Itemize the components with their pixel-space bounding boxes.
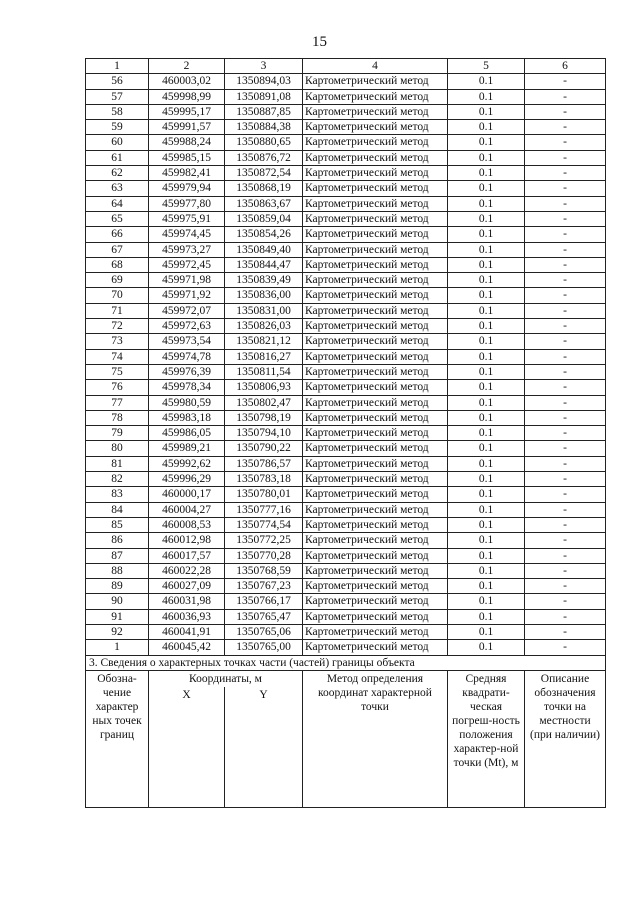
table-row	[86, 533, 606, 548]
table-row	[86, 181, 606, 196]
description-cell: -	[525, 548, 606, 563]
x-coordinate: 459986,05	[149, 426, 225, 441]
point-number: 64	[86, 196, 149, 211]
table-row	[86, 150, 606, 165]
description-cell: -	[525, 166, 606, 181]
description-cell: -	[525, 594, 606, 609]
x-coordinate: 459971,92	[149, 288, 225, 303]
y-coordinate: 1350774,54	[225, 517, 303, 532]
point-number: 77	[86, 395, 149, 410]
method-cell: Картометрический метод	[303, 395, 448, 410]
point-number: 82	[86, 472, 149, 487]
point-number: 73	[86, 334, 149, 349]
mt-cell: 0.1	[448, 380, 525, 395]
method-cell: Картометрический метод	[303, 426, 448, 441]
point-number: 62	[86, 166, 149, 181]
mt-cell: 0.1	[448, 624, 525, 639]
method-cell: Картометрический метод	[303, 104, 448, 119]
method-cell: Картометрический метод	[303, 196, 448, 211]
method-cell: Картометрический метод	[303, 640, 448, 655]
table-row	[86, 364, 606, 379]
coordinates-table	[85, 58, 606, 808]
mt-cell: 0.1	[448, 227, 525, 242]
x-coordinate: 459975,91	[149, 211, 225, 226]
y-coordinate: 1350765,06	[225, 624, 303, 639]
description-cell: -	[525, 120, 606, 135]
method-cell: Картометрический метод	[303, 319, 448, 334]
description-cell: -	[525, 104, 606, 119]
y-coordinate: 1350806,93	[225, 380, 303, 395]
y-coordinate: 1350802,47	[225, 395, 303, 410]
mt-cell: 0.1	[448, 487, 525, 502]
table-row	[86, 426, 606, 441]
y-coordinate: 1350821,12	[225, 334, 303, 349]
mt-cell: 0.1	[448, 533, 525, 548]
point-number: 63	[86, 181, 149, 196]
mt-cell: 0.1	[448, 242, 525, 257]
point-number: 72	[86, 319, 149, 334]
table-row	[86, 502, 606, 517]
y-coordinate: 1350780,01	[225, 487, 303, 502]
point-number: 86	[86, 533, 149, 548]
description-cell: -	[525, 364, 606, 379]
method-cell: Картометрический метод	[303, 624, 448, 639]
section-title-row	[86, 655, 606, 670]
table-row	[86, 104, 606, 119]
table-row	[86, 273, 606, 288]
mt-cell: 0.1	[448, 89, 525, 104]
y-coordinate: 1350831,00	[225, 303, 303, 318]
method-cell: Картометрический метод	[303, 579, 448, 594]
description-cell: -	[525, 456, 606, 471]
point-number: 1	[86, 640, 149, 655]
description-cell: -	[525, 609, 606, 624]
page-number: 15	[312, 34, 327, 50]
y-coordinate: 1350887,85	[225, 104, 303, 119]
method-cell: Картометрический метод	[303, 135, 448, 150]
mt-cell: 0.1	[448, 594, 525, 609]
table-row	[86, 120, 606, 135]
x-coordinate: 459972,07	[149, 303, 225, 318]
y-coordinate: 1350872,54	[225, 166, 303, 181]
description-cell: -	[525, 135, 606, 150]
point-number: 65	[86, 211, 149, 226]
description-cell: -	[525, 150, 606, 165]
point-number: 60	[86, 135, 149, 150]
method-cell: Картометрический метод	[303, 364, 448, 379]
description-cell: -	[525, 472, 606, 487]
section3-header-row	[86, 670, 606, 687]
method-cell: Картометрический метод	[303, 441, 448, 456]
x-coordinate: 460031,98	[149, 594, 225, 609]
method-cell: Картометрический метод	[303, 349, 448, 364]
description-cell: -	[525, 380, 606, 395]
method-cell: Картометрический метод	[303, 257, 448, 272]
y-coordinate: 1350884,38	[225, 120, 303, 135]
x-coordinate: 460036,93	[149, 609, 225, 624]
y-header: Y	[225, 687, 303, 808]
x-coordinate: 459989,21	[149, 441, 225, 456]
y-coordinate: 1350891,08	[225, 89, 303, 104]
mt-cell: 0.1	[448, 181, 525, 196]
method-cell: Картометрический метод	[303, 166, 448, 181]
point-number: 85	[86, 517, 149, 532]
table-row	[86, 349, 606, 364]
x-coordinate: 460004,27	[149, 502, 225, 517]
y-coordinate: 1350768,59	[225, 563, 303, 578]
point-number: 84	[86, 502, 149, 517]
description-cell: -	[525, 273, 606, 288]
x-coordinate: 459976,39	[149, 364, 225, 379]
y-coordinate: 1350794,10	[225, 426, 303, 441]
y-coordinate: 1350770,28	[225, 548, 303, 563]
table-row	[86, 517, 606, 532]
table-row	[86, 89, 606, 104]
x-coordinate: 459974,78	[149, 349, 225, 364]
point-number: 87	[86, 548, 149, 563]
x-coordinate: 459980,59	[149, 395, 225, 410]
point-number: 83	[86, 487, 149, 502]
point-number: 67	[86, 242, 149, 257]
y-coordinate: 1350783,18	[225, 472, 303, 487]
point-number: 59	[86, 120, 149, 135]
method-cell: Картометрический метод	[303, 120, 448, 135]
x-coordinate: 460027,09	[149, 579, 225, 594]
y-coordinate: 1350854,26	[225, 227, 303, 242]
x-coordinate: 459971,98	[149, 273, 225, 288]
description-cell: -	[525, 624, 606, 639]
mt-cell: 0.1	[448, 104, 525, 119]
mt-cell: 0.1	[448, 548, 525, 563]
y-coordinate: 1350777,16	[225, 502, 303, 517]
table-row	[86, 303, 606, 318]
method-cell: Картометрический метод	[303, 150, 448, 165]
x-header: X	[149, 687, 225, 808]
point-number: 69	[86, 273, 149, 288]
mt-cell: 0.1	[448, 135, 525, 150]
x-coordinate: 459983,18	[149, 410, 225, 425]
mt-cell: 0.1	[448, 517, 525, 532]
method-cell: Картометрический метод	[303, 211, 448, 226]
x-coordinate: 459995,17	[149, 104, 225, 119]
mt-cell: 0.1	[448, 303, 525, 318]
description-cell: -	[525, 563, 606, 578]
column-number: 3	[225, 59, 303, 74]
mt-cell: 0.1	[448, 120, 525, 135]
x-coordinate: 459992,62	[149, 456, 225, 471]
description-cell: -	[525, 502, 606, 517]
column-number-row	[86, 59, 606, 74]
x-coordinate: 459974,45	[149, 227, 225, 242]
table-row	[86, 257, 606, 272]
x-coordinate: 459978,34	[149, 380, 225, 395]
table-row	[86, 441, 606, 456]
point-number: 74	[86, 349, 149, 364]
table-row	[86, 395, 606, 410]
table-row	[86, 609, 606, 624]
mt-cell: 0.1	[448, 166, 525, 181]
method-cell: Картометрический метод	[303, 456, 448, 471]
designation-header: Обозна-чение характер ных точек границ	[86, 670, 149, 807]
mt-cell: 0.1	[448, 395, 525, 410]
point-number: 79	[86, 426, 149, 441]
method-cell: Картометрический метод	[303, 89, 448, 104]
y-coordinate: 1350772,25	[225, 533, 303, 548]
description-cell: -	[525, 181, 606, 196]
table-row	[86, 624, 606, 639]
y-coordinate: 1350790,22	[225, 441, 303, 456]
point-number: 58	[86, 104, 149, 119]
mt-cell: 0.1	[448, 273, 525, 288]
table-row	[86, 456, 606, 471]
mt-cell: 0.1	[448, 410, 525, 425]
description-cell: -	[525, 533, 606, 548]
x-coordinate: 459998,99	[149, 89, 225, 104]
description-cell: -	[525, 441, 606, 456]
description-cell: -	[525, 227, 606, 242]
mt-cell: 0.1	[448, 334, 525, 349]
x-coordinate: 460008,53	[149, 517, 225, 532]
x-coordinate: 460012,98	[149, 533, 225, 548]
method-cell: Картометрический метод	[303, 410, 448, 425]
coordinates-header: Координаты, м	[149, 670, 303, 687]
x-coordinate: 460000,17	[149, 487, 225, 502]
description-cell: -	[525, 74, 606, 89]
mt-cell: 0.1	[448, 563, 525, 578]
description-cell: -	[525, 579, 606, 594]
table-row	[86, 487, 606, 502]
point-number: 68	[86, 257, 149, 272]
mt-cell: 0.1	[448, 74, 525, 89]
description-cell: -	[525, 89, 606, 104]
mt-cell: 0.1	[448, 364, 525, 379]
method-cell: Картометрический метод	[303, 502, 448, 517]
method-cell: Картометрический метод	[303, 74, 448, 89]
y-coordinate: 1350863,67	[225, 196, 303, 211]
description-cell: -	[525, 257, 606, 272]
point-number: 90	[86, 594, 149, 609]
mt-cell: 0.1	[448, 211, 525, 226]
table-row	[86, 166, 606, 181]
y-coordinate: 1350767,23	[225, 579, 303, 594]
mt-cell: 0.1	[448, 609, 525, 624]
description-cell: -	[525, 288, 606, 303]
description-cell: -	[525, 211, 606, 226]
method-cell: Картометрический метод	[303, 533, 448, 548]
mt-cell: 0.1	[448, 319, 525, 334]
point-number: 80	[86, 441, 149, 456]
mt-cell: 0.1	[448, 426, 525, 441]
mt-cell: 0.1	[448, 150, 525, 165]
point-number: 88	[86, 563, 149, 578]
method-header: Метод определения координат характерной точки	[303, 670, 448, 807]
x-coordinate: 459979,94	[149, 181, 225, 196]
point-number: 61	[86, 150, 149, 165]
method-cell: Картометрический метод	[303, 487, 448, 502]
method-cell: Картометрический метод	[303, 227, 448, 242]
y-coordinate: 1350849,40	[225, 242, 303, 257]
table-row	[86, 196, 606, 211]
table-row	[86, 211, 606, 226]
method-cell: Картометрический метод	[303, 517, 448, 532]
column-number: 5	[448, 59, 525, 74]
table-row	[86, 548, 606, 563]
table-row	[86, 579, 606, 594]
point-number: 91	[86, 609, 149, 624]
description-cell: -	[525, 334, 606, 349]
point-number: 78	[86, 410, 149, 425]
method-cell: Картометрический метод	[303, 594, 448, 609]
table-row	[86, 242, 606, 257]
x-coordinate: 460045,42	[149, 640, 225, 655]
x-coordinate: 459982,41	[149, 166, 225, 181]
y-coordinate: 1350798,19	[225, 410, 303, 425]
x-coordinate: 459985,15	[149, 150, 225, 165]
table-row	[86, 563, 606, 578]
mt-cell: 0.1	[448, 456, 525, 471]
mt-cell: 0.1	[448, 257, 525, 272]
column-number: 6	[525, 59, 606, 74]
description-cell: -	[525, 487, 606, 502]
description-header: Описание обозначения точки на местности (при наличии)	[525, 670, 606, 807]
point-number: 56	[86, 74, 149, 89]
table-row	[86, 135, 606, 150]
method-cell: Картометрический метод	[303, 609, 448, 624]
y-coordinate: 1350880,65	[225, 135, 303, 150]
description-cell: -	[525, 242, 606, 257]
method-cell: Картометрический метод	[303, 242, 448, 257]
table-row	[86, 319, 606, 334]
x-coordinate: 459996,29	[149, 472, 225, 487]
y-coordinate: 1350766,17	[225, 594, 303, 609]
table-row	[86, 288, 606, 303]
x-coordinate: 459972,45	[149, 257, 225, 272]
mt-cell: 0.1	[448, 288, 525, 303]
x-coordinate: 459991,57	[149, 120, 225, 135]
column-number: 4	[303, 59, 448, 74]
method-cell: Картометрический метод	[303, 288, 448, 303]
table-row	[86, 334, 606, 349]
point-number: 70	[86, 288, 149, 303]
table-row	[86, 472, 606, 487]
description-cell: -	[525, 517, 606, 532]
description-cell: -	[525, 426, 606, 441]
method-cell: Картометрический метод	[303, 181, 448, 196]
description-cell: -	[525, 196, 606, 211]
x-coordinate: 459977,80	[149, 196, 225, 211]
method-cell: Картометрический метод	[303, 563, 448, 578]
column-number: 2	[149, 59, 225, 74]
method-cell: Картометрический метод	[303, 548, 448, 563]
y-coordinate: 1350876,72	[225, 150, 303, 165]
table-row	[86, 640, 606, 655]
point-number: 75	[86, 364, 149, 379]
description-cell: -	[525, 395, 606, 410]
section-title: 3. Сведения о характерных точках части (частей) границы объекта	[86, 655, 606, 670]
y-coordinate: 1350765,47	[225, 609, 303, 624]
point-number: 89	[86, 579, 149, 594]
description-cell: -	[525, 303, 606, 318]
method-cell: Картометрический метод	[303, 334, 448, 349]
description-cell: -	[525, 410, 606, 425]
x-coordinate: 460003,02	[149, 74, 225, 89]
description-cell: -	[525, 640, 606, 655]
x-coordinate: 459988,24	[149, 135, 225, 150]
y-coordinate: 1350836,00	[225, 288, 303, 303]
y-coordinate: 1350765,00	[225, 640, 303, 655]
point-number: 92	[86, 624, 149, 639]
y-coordinate: 1350868,19	[225, 181, 303, 196]
y-coordinate: 1350839,49	[225, 273, 303, 288]
column-number: 1	[86, 59, 149, 74]
description-cell: -	[525, 319, 606, 334]
y-coordinate: 1350811,54	[225, 364, 303, 379]
mt-cell: 0.1	[448, 472, 525, 487]
method-cell: Картометрический метод	[303, 273, 448, 288]
y-coordinate: 1350826,03	[225, 319, 303, 334]
point-number: 71	[86, 303, 149, 318]
point-number: 57	[86, 89, 149, 104]
description-cell: -	[525, 349, 606, 364]
x-coordinate: 459973,54	[149, 334, 225, 349]
x-coordinate: 460022,28	[149, 563, 225, 578]
mt-cell: 0.1	[448, 349, 525, 364]
method-cell: Картометрический метод	[303, 472, 448, 487]
x-coordinate: 459972,63	[149, 319, 225, 334]
x-coordinate: 460041,91	[149, 624, 225, 639]
table-row	[86, 410, 606, 425]
method-cell: Картометрический метод	[303, 380, 448, 395]
point-number: 81	[86, 456, 149, 471]
method-cell: Картометрический метод	[303, 303, 448, 318]
point-number: 76	[86, 380, 149, 395]
table-row	[86, 74, 606, 89]
x-coordinate: 459973,27	[149, 242, 225, 257]
x-coordinate: 460017,57	[149, 548, 225, 563]
mt-header: Средняя квадрати-ческая погреш-ность положения характер-ной точки (Mt), м	[448, 670, 525, 807]
mt-cell: 0.1	[448, 502, 525, 517]
y-coordinate: 1350816,27	[225, 349, 303, 364]
table-row	[86, 227, 606, 242]
mt-cell: 0.1	[448, 579, 525, 594]
mt-cell: 0.1	[448, 196, 525, 211]
point-number: 66	[86, 227, 149, 242]
y-coordinate: 1350786,57	[225, 456, 303, 471]
table-row	[86, 594, 606, 609]
table-row	[86, 380, 606, 395]
y-coordinate: 1350859,04	[225, 211, 303, 226]
y-coordinate: 1350894,03	[225, 74, 303, 89]
y-coordinate: 1350844,47	[225, 257, 303, 272]
mt-cell: 0.1	[448, 640, 525, 655]
mt-cell: 0.1	[448, 441, 525, 456]
